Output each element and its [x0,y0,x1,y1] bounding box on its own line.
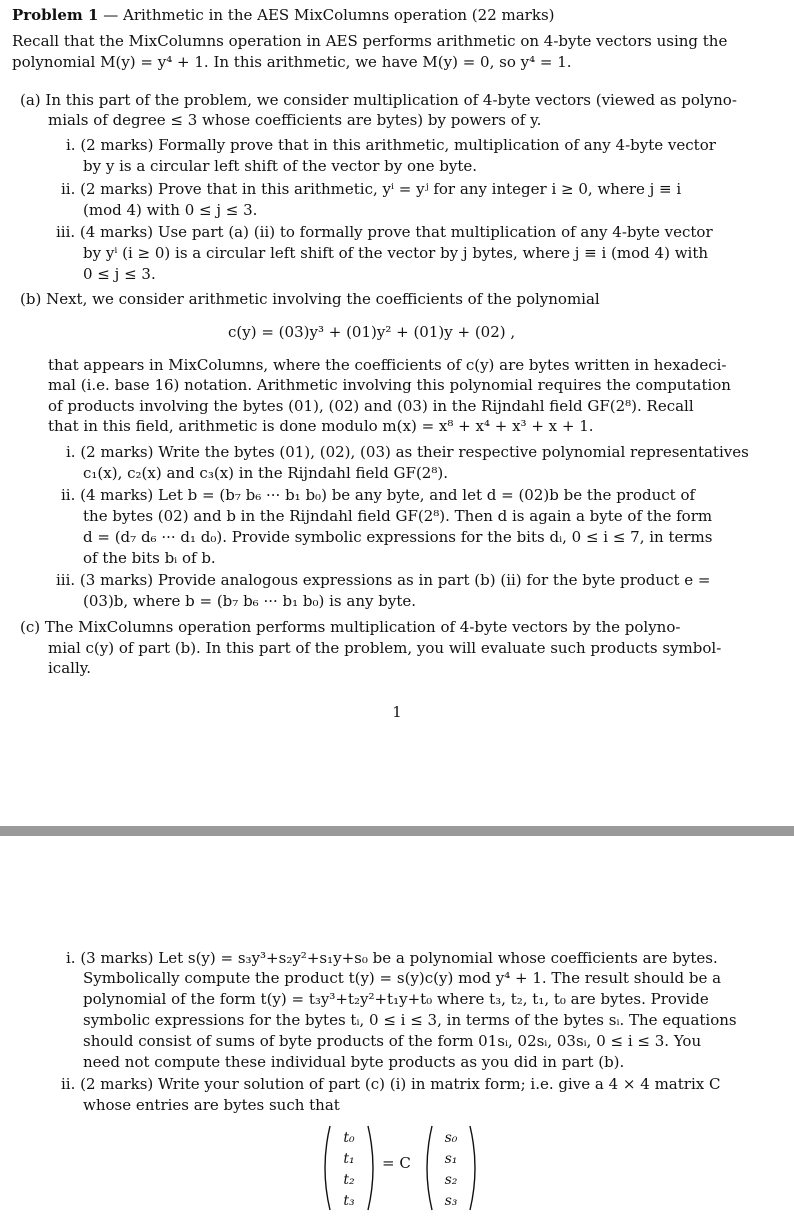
part-c-i-line-2: Symbolically compute the product t(y) = s(y)c(y) mod y⁴ + 1. The result should be a [83,969,722,987]
equals-c: = C [382,1154,411,1172]
part-c-line-3: ically. [48,659,91,677]
part-c-line-1: (c) The MixColumns operation performs multiplication of 4-byte vectors by the polyno- [20,618,681,636]
part-b-i-line-1: i. (2 marks) Write the bytes (01), (02), (03) as their respective polynomial representatives [66,443,749,461]
part-c-ii-line-1: ii. (2 marks) Write your solution of part (c) (i) in matrix form; i.e. give a 4 × 4 matrix C [61,1075,721,1093]
part-a-iii-line-3: 0 ≤ j ≤ 3. [83,265,156,283]
part-c-i-line-1: i. (3 marks) Let s(y) = s₃y³+s₂y²+s₁y+s₀ be a polynomial whose coefficients are bytes. [66,949,718,967]
vector-t [334,1128,364,1212]
part-c-line-2: mial c(y) of part (b). In this part of the problem, you will evaluate such products symbol- [48,639,722,657]
part-c-i-line-6: need not compute these individual byte products as you did in part (b). [83,1053,625,1071]
vector-s-entry: s₁ [444,1151,458,1167]
part-a-iii-line-1: iii. (4 marks) Use part (a) (ii) to formally prove that multiplication of any 4-byte vector [56,223,713,241]
vector-t-entry: t₂ [343,1172,355,1188]
part-b-ii-line-1: ii. (4 marks) Let b = (b₇ b₆ ··· b₁ b₀) be any byte, and let d = (02)b be the product of [61,486,696,504]
part-b-line-1: (b) Next, we consider arithmetic involving the coefficients of the polynomial [20,290,600,308]
problem-title [12,5,555,25]
left-vector-open-paren [325,1126,330,1210]
part-a-line-1: (a) In this part of the problem, we consider multiplication of 4-byte vectors (viewed as polyno- [20,91,737,109]
part-a-line-2: mials of degree ≤ 3 whose coefficients are bytes) by powers of y. [48,111,542,129]
part-b-ii-line-2: the bytes (02) and b in the Rijndahl field GF(2⁸). Then d is again a byte of the form [83,507,713,525]
part-b-i-line-2: c₁(x), c₂(x) and c₃(x) in the Rijndahl field GF(2⁸). [83,464,448,482]
part-c-i-line-4: symbolic expressions for the bytes tᵢ, 0 ≤ i ≤ 3, in terms of the bytes sᵢ. The equations [83,1011,737,1029]
part-a-i-line-1: i. (2 marks) Formally prove that in this arithmetic, multiplication of any 4-byte vector [66,136,716,154]
part-b-ii-line-3: d = (d₇ d₆ ··· d₁ d₀). Provide symbolic expressions for the bits dᵢ, 0 ≤ i ≤ 7, in terms [83,528,713,546]
part-b-line-4: of products involving the bytes (01), (02) and (03) in the Rijndahl field GF(2⁸). Recall [48,397,694,415]
part-b-iii-line-1: iii. (3 marks) Provide analogous expressions as in part (b) (ii) for the byte product e = [56,571,711,589]
part-b-iii-line-2: (03)b, where b = (b₇ b₆ ··· b₁ b₀) is any byte. [83,592,416,610]
matrix-equation [320,1124,480,1212]
polynomial-c-equation: c(y) = (03)y³ + (01)y² + (01)y + (02) , [228,323,516,341]
right-vector-open-paren [427,1126,432,1210]
part-a-iii-line-2: by yⁱ (i ≥ 0) is a circular left shift of the vector by j bytes, where j ≡ i (mod 4) with [83,244,709,262]
vector-t-entry: t₀ [343,1130,355,1146]
page-separator [0,826,794,836]
intro-line-2: polynomial M(y) = y⁴ + 1. In this arithmetic, we have M(y) = 0, so y⁴ = 1. [12,53,572,71]
part-c-i-line-5: should consist of sums of byte products of the form 01sᵢ, 02sᵢ, 03sᵢ, 0 ≤ i ≤ 3. You [83,1032,702,1050]
vector-s-entry: s₂ [444,1172,458,1188]
vector-t-entry: t₃ [343,1193,355,1209]
part-b-line-3: mal (i.e. base 16) notation. Arithmetic involving this polynomial requires the computation [48,376,731,394]
vector-s [436,1128,466,1212]
vector-t-entry: t₁ [343,1151,355,1167]
problem-title-bold: Problem 1 [12,6,99,24]
part-a-ii-line-1: ii. (2 marks) Prove that in this arithmetic, yⁱ = yʲ for any integer i ≥ 0, where j ≡ i [61,180,682,198]
part-a-ii-line-2: (mod 4) with 0 ≤ j ≤ 3. [83,201,258,219]
right-vector-close-paren [470,1126,475,1210]
part-b-line-5: that in this field, arithmetic is done modulo m(x) = x⁸ + x⁴ + x³ + x + 1. [48,417,594,435]
intro-line-1: Recall that the MixColumns operation in AES performs arithmetic on 4-byte vectors using the [12,32,728,50]
part-c-ii-line-2: whose entries are bytes such that [83,1096,340,1114]
page-number: 1 [392,703,402,721]
part-b-line-2: that appears in MixColumns, where the coefficients of c(y) are bytes written in hexadeci- [48,356,727,374]
part-a-i-line-2: by y is a circular left shift of the vector by one byte. [83,157,478,175]
vector-s-entry: s₃ [444,1193,458,1209]
vector-s-entry: s₀ [444,1130,458,1146]
problem-title-rest: — Arithmetic in the AES MixColumns operation (22 marks) [103,6,555,24]
part-c-i-line-3: polynomial of the form t(y) = t₃y³+t₂y²+t₁y+t₀ where t₃, t₂, t₁, t₀ are bytes. Provide [83,990,709,1008]
part-b-ii-line-4: of the bits bᵢ of b. [83,549,216,567]
left-vector-close-paren [368,1126,373,1210]
